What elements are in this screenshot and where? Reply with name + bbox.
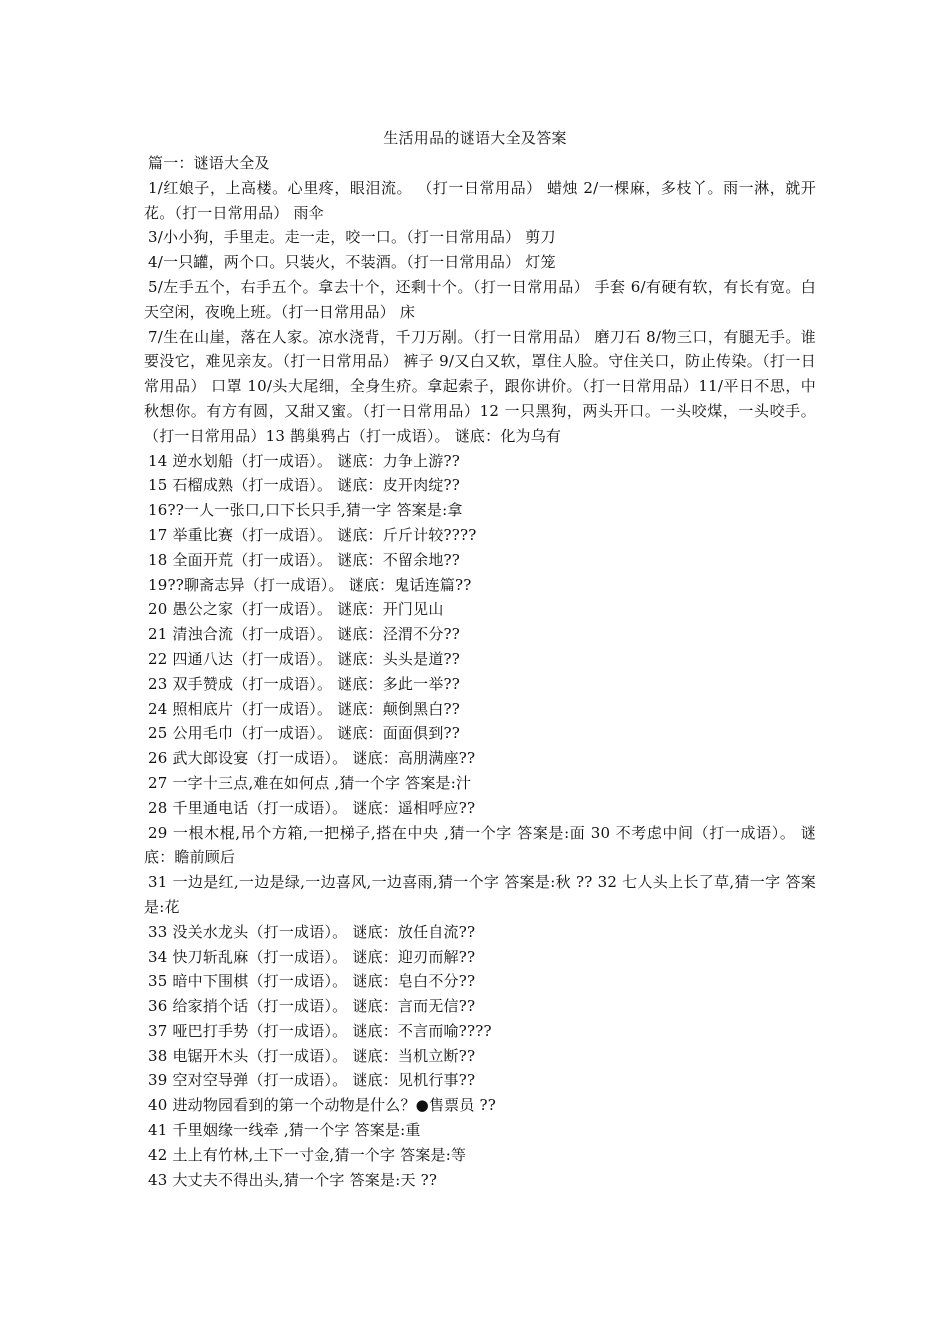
riddle-paragraph: 17 举重比赛（打一成语）。 谜底：斤斤计较???? bbox=[148, 525, 477, 544]
riddle-paragraph: 37 哑巴打手势（打一成语）。 谜底：不言而喻???? bbox=[148, 1021, 492, 1040]
riddle-paragraph: 15 石榴成熟（打一成语）。 谜底：皮开肉绽?? bbox=[148, 476, 461, 495]
riddle-paragraph: 5/左手五个，右手五个。拿去十个，还剩十个。（打一日常用品） 手套 6/有硬有软，有长有宽。白天空闲，夜晚上班。（打一日常用品） 床 bbox=[144, 277, 816, 321]
riddle-paragraph: 31 一边是红,一边是绿,一边喜风,一边喜雨,猜一个字 答案是:秋 ?? 32 七人头上长了草,猜一字 答案是:花 bbox=[144, 873, 816, 916]
document-body bbox=[144, 151, 816, 1192]
document-title: 生活用品的谜语大全及答案 bbox=[383, 129, 567, 147]
riddle-paragraph: 39 空对空导弹（打一成语）。 谜底：见机行事?? bbox=[148, 1071, 476, 1090]
riddle-paragraph: 21 清浊合流（打一成语）。 谜底：泾渭不分?? bbox=[148, 625, 461, 644]
riddle-paragraph: 25 公用毛巾（打一成语）。 谜底：面面俱到?? bbox=[148, 724, 461, 743]
riddle-paragraph: 27 一字十三点,难在如何点 ,猜一个字 答案是:汁 bbox=[148, 773, 472, 792]
riddle-paragraph: 43 大丈夫不得出头,猜一个字 答案是:天 ?? bbox=[148, 1170, 438, 1189]
riddle-paragraph: 22 四通八达（打一成语）。 谜底：头头是道?? bbox=[148, 649, 461, 668]
riddle-paragraph: 19??聊斋志异（打一成语）。 谜底：鬼话连篇?? bbox=[148, 575, 472, 594]
riddle-paragraph: 38 电锯开木头（打一成语）。 谜底：当机立断?? bbox=[148, 1046, 476, 1065]
riddle-paragraph: 14 逆水划船（打一成语）。 谜底：力争上游?? bbox=[148, 451, 461, 470]
riddle-paragraph: 4/一只罐，两个口。只装火，不装酒。（打一日常用品） 灯笼 bbox=[148, 253, 556, 272]
riddle-paragraph: 40 进动物园看到的第一个动物是什么？●售票员 ?? bbox=[148, 1096, 496, 1115]
riddle-paragraph: 42 土上有竹林,土下一寸金,猜一个字 答案是:等 bbox=[148, 1145, 467, 1164]
riddle-paragraph: 18 全面开荒（打一成语）。 谜底：不留余地?? bbox=[148, 550, 461, 569]
riddle-paragraph: 24 照相底片（打一成语）。 谜底：颠倒黑白?? bbox=[148, 699, 461, 718]
riddle-paragraph: 16??一人一张口,口下长只手,猜一字 答案是:拿 bbox=[148, 501, 463, 520]
riddle-paragraph: 34 快刀斩乱麻（打一成语）。 谜底：迎刃而解?? bbox=[148, 947, 476, 966]
riddle-paragraph: 20 愚公之家（打一成语）。 谜底：开门见山 bbox=[148, 600, 444, 619]
riddle-paragraph: 3/小小狗，手里走。走一走，咬一口。（打一日常用品） 剪刀 bbox=[148, 228, 556, 247]
riddle-paragraph: 26 武大郎设宴（打一成语）。 谜底：高朋满座?? bbox=[148, 749, 476, 768]
riddle-paragraph: 41 千里姻缘一线牵 ,猜一个字 答案是:重 bbox=[148, 1121, 421, 1140]
riddle-paragraph: 1/红娘子，上高楼。心里疼，眼泪流。 （打一日常用品） 蜡烛 2/一棵麻，多枝丫。雨一淋，就开花。（打一日常用品） 雨伞 bbox=[144, 178, 816, 222]
riddle-paragraph: 28 千里通电话（打一成语）。 谜底：遥相呼应?? bbox=[148, 798, 476, 817]
section-heading: 篇一：谜语大全及 bbox=[148, 154, 270, 172]
riddle-paragraph: 33 没关水龙头（打一成语）。 谜底：放任自流?? bbox=[148, 922, 476, 941]
riddle-paragraph: 36 给家捎个话（打一成语）。 谜底：言而无信?? bbox=[148, 997, 476, 1016]
riddle-paragraph: 29 一根木棍,吊个方箱,一把梯子,搭在中央 ,猜一个字 答案是:面 30 不考虑中间（打一成语）。 谜底：瞻前顾后 bbox=[144, 823, 816, 867]
riddle-paragraph: 7/生在山崖，落在人家。凉水浇背，千刀万剐。（打一日常用品） 磨刀石 8/物三口，有腿无手。谁要没它，难见亲友。（打一日常用品） 裤子 9/又白又软，罩住人脸。守住关口，防止传染。（打一日常用品） 口罩 10/头大尾细，全身生疥。拿起索子，跟你讲价。（打一日常用品）11/平日不思，中秋想你。有方有圆，又甜又蜜。（打一日常用品）12 一只黑狗，两头开口。一头咬煤，一头咬手。（打一日常用品）13 鹊巢鸦占（打一成语）。 谜底：化为乌有 bbox=[144, 327, 816, 445]
riddle-paragraph: 35 暗中下围棋（打一成语）。 谜底：皂白不分?? bbox=[148, 972, 476, 991]
riddle-paragraph: 23 双手赞成（打一成语）。 谜底：多此一举?? bbox=[148, 674, 461, 693]
